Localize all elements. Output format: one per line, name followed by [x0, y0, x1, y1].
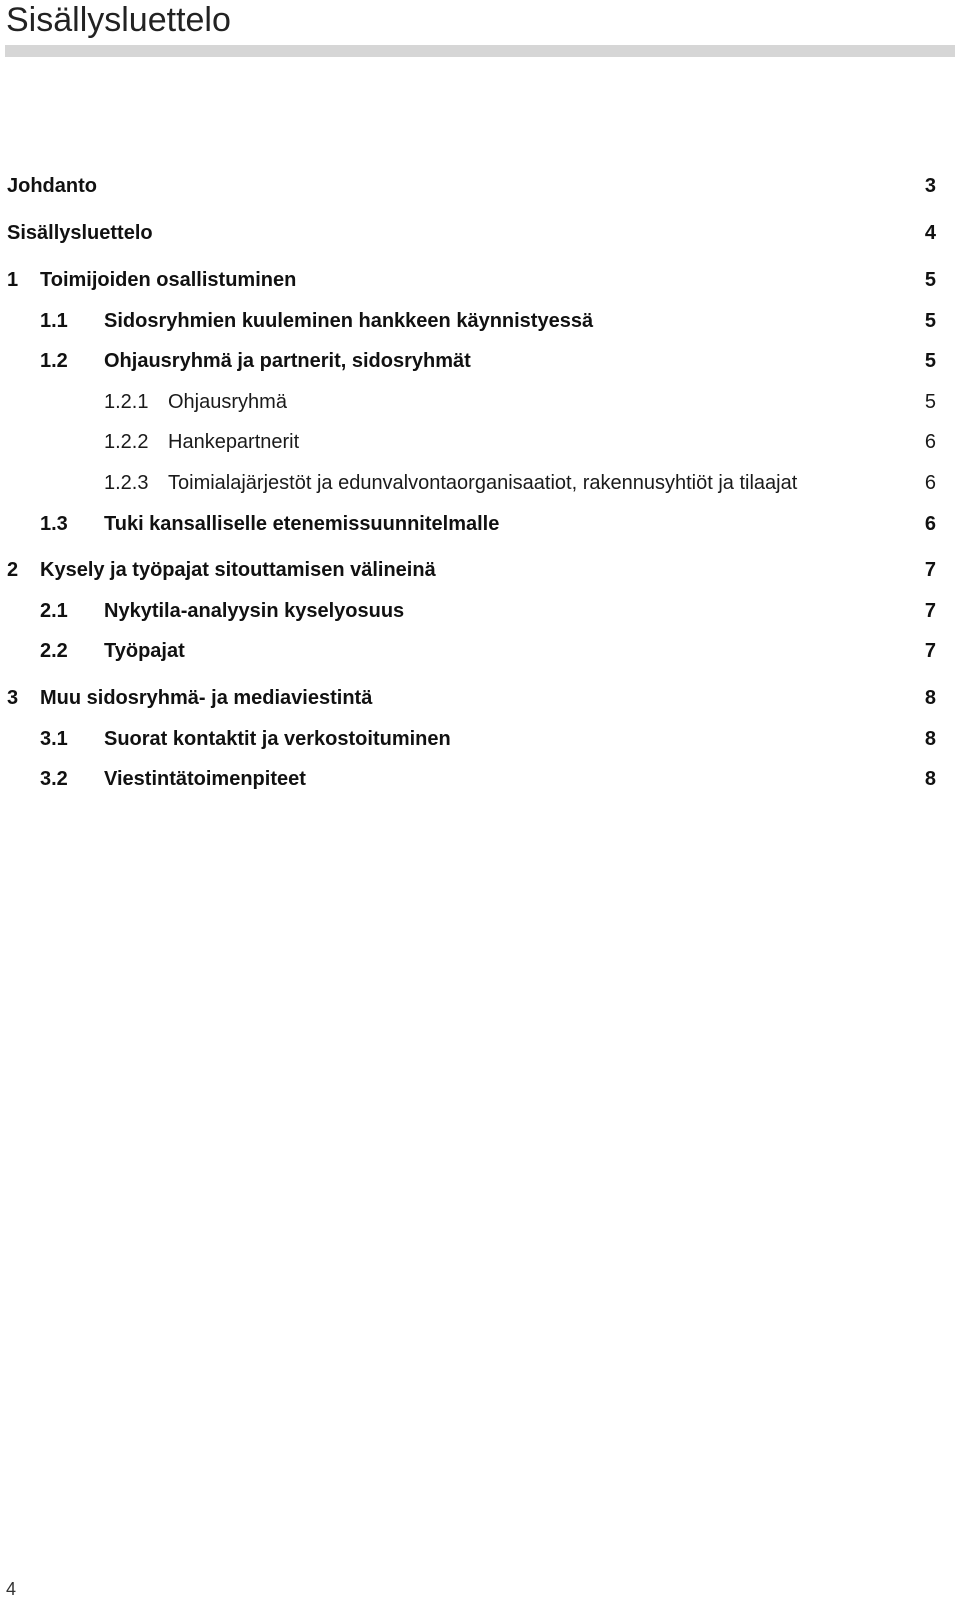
toc-entry-label: Sidosryhmien kuuleminen hankkeen käynnistyessä	[104, 310, 594, 332]
page-title: Sisällysluettelo	[6, 1, 231, 39]
toc-entry-page: 5	[924, 350, 936, 372]
toc-entry-page: 4	[924, 222, 936, 244]
toc-entry-label: Suorat kontaktit ja verkostoituminen	[104, 728, 451, 750]
toc-entry-number: 3	[7, 687, 19, 709]
toc-entry-page: 6	[924, 513, 936, 535]
toc-entry-number: 1	[7, 269, 19, 291]
toc-entry-page: 5	[924, 391, 936, 413]
toc-entry-page: 5	[924, 269, 936, 291]
toc-entry-page: 7	[924, 640, 936, 662]
toc-entry-page: 6	[924, 472, 936, 494]
toc-entry-1-2[interactable]	[0, 347, 960, 375]
toc-entry-2-2[interactable]	[0, 637, 960, 665]
toc-entry-1[interactable]	[0, 266, 960, 294]
toc-entry-label: Ohjausryhmä ja partnerit, sidosryhmät	[104, 350, 471, 372]
toc-entry-number: 2.2	[40, 640, 68, 662]
toc-entry-label: Johdanto	[7, 175, 97, 197]
toc-entry-number: 3.2	[40, 768, 68, 790]
toc-entry-1-2-1[interactable]	[0, 388, 960, 416]
toc-entry-page: 3	[924, 175, 936, 197]
toc-entry-label: Kysely ja työpajat sitouttamisen välineinä	[40, 559, 436, 581]
toc-entry-number: 2	[7, 559, 19, 581]
toc-entry-1-3[interactable]	[0, 510, 960, 538]
toc-entry-2[interactable]	[0, 556, 960, 584]
toc-entry-number: 1.1	[40, 310, 68, 332]
toc-entry-number: 3.1	[40, 728, 68, 750]
toc-entry-2-1[interactable]	[0, 597, 960, 625]
toc-entry-label: Työpajat	[104, 640, 185, 662]
toc-entry-label: Nykytila-analyysin kyselyosuus	[104, 600, 405, 622]
toc-entry-number: 2.1	[40, 600, 68, 622]
toc-entry-label: Muu sidosryhmä- ja mediaviestintä	[40, 687, 373, 709]
toc-entry-page: 5	[924, 310, 936, 332]
toc-entry-page: 8	[924, 728, 936, 750]
toc-entry-number: 1.2	[40, 350, 68, 372]
toc-entry-3[interactable]	[0, 684, 960, 712]
toc-entry-johdanto[interactable]	[0, 172, 960, 200]
toc-entry-3-1[interactable]	[0, 725, 960, 753]
toc-entry-1-1[interactable]	[0, 307, 960, 335]
toc-entry-label: Hankepartnerit	[168, 431, 300, 453]
toc-entry-1-2-3[interactable]	[0, 469, 960, 497]
toc-entry-label: Viestintätoimenpiteet	[104, 768, 306, 790]
toc-entry-label: Toimijoiden osallistuminen	[40, 269, 297, 291]
toc-entry-number: 1.2.3	[104, 472, 149, 494]
toc-entry-label: Tuki kansalliselle etenemissuunnitelmalle	[104, 513, 500, 535]
toc-entry-label: Ohjausryhmä	[168, 391, 287, 413]
page-number: 4	[6, 1579, 17, 1599]
toc-entry-number: 1.2.1	[104, 391, 149, 413]
title-rule	[5, 45, 955, 57]
toc-entry-number: 1.3	[40, 513, 68, 535]
toc-entry-sisallysluettelo[interactable]	[0, 219, 960, 247]
toc-entry-number: 1.2.2	[104, 431, 149, 453]
toc-entry-label: Sisällysluettelo	[7, 222, 153, 244]
toc-entry-page: 7	[924, 559, 936, 581]
toc-entry-3-2[interactable]	[0, 765, 960, 793]
toc-entry-page: 7	[924, 600, 936, 622]
toc-entry-page: 6	[924, 431, 936, 453]
toc-entry-1-2-2[interactable]	[0, 428, 960, 456]
toc-entry-label: Toimialajärjestöt ja edunvalvontaorganisaatiot, rakennusyhtiöt ja tilaajat	[168, 472, 798, 494]
toc-entry-page: 8	[924, 768, 936, 790]
toc-entry-page: 8	[924, 687, 936, 709]
